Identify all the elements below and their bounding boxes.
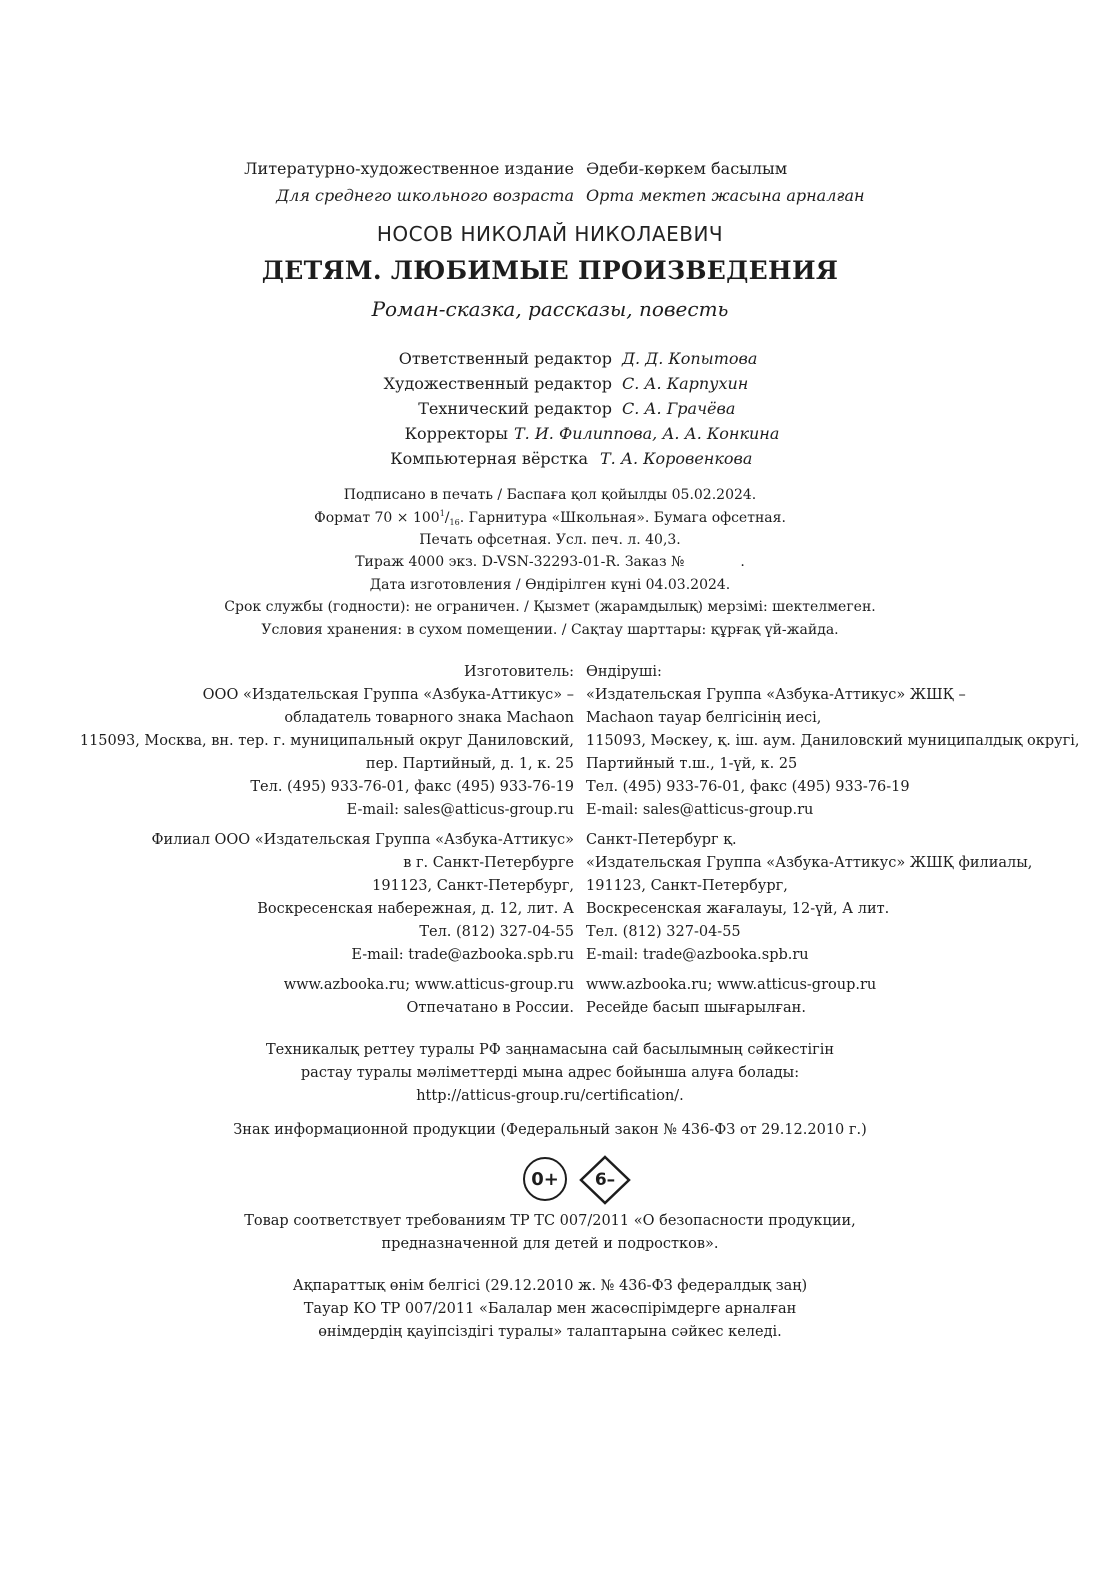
print-format — [0, 509, 1100, 527]
manufacturer-right: 115093, Мәскеу, қ. іш. аум. Даниловский муниципалдық округі, — [586, 733, 1080, 749]
print-printing: Печать офсетная. Усл. печ. л. 40,3. — [419, 532, 681, 548]
branch-row — [0, 947, 1100, 971]
author-name: НОСОВ НИКОЛАЙ НИКОЛАЕВИЧ — [376, 222, 724, 246]
age-rating-badges — [523, 1157, 633, 1205]
info-sign-text: Знак информационной продукции (Федеральный закон № 436-ФЗ от 29.12.2010 г.) — [233, 1122, 867, 1138]
editor-row — [0, 449, 1100, 473]
kz-compliance-line: өнімдердің қауіпсіздігі туралы» талаптарына сәйкес келеді. — [318, 1324, 782, 1340]
branch-right: Санкт-Петербург қ. — [586, 832, 737, 848]
manufacturer-right: Өндіруші: — [586, 664, 662, 680]
manufacturer-email-right: E-mail: sales@atticus-group.ru — [586, 802, 814, 818]
branch-row — [0, 878, 1100, 902]
editor-name: Т. А. Коровенкова — [600, 449, 753, 468]
manufacturer-right: Machaon тауар белгісінің иесі, — [586, 710, 822, 726]
manufacturer-left: ООО «Издательская Группа «Азбука-Аттикус» – — [202, 687, 574, 703]
web-left: www.azbooka.ru; www.atticus-group.ru — [283, 977, 574, 993]
header-left-1: Литературно-художественное издание — [244, 159, 574, 178]
print-storage: Условия хранения: в сухом помещении. / Сақтау шарттары: құрғақ үй-жайда. — [261, 622, 839, 638]
age-6-badge — [579, 1155, 631, 1205]
print-circulation — [0, 554, 1100, 570]
editor-name: С. А. Карпухин — [622, 374, 749, 393]
editor-role: Ответственный редактор — [398, 349, 612, 368]
manufacturer-row — [0, 756, 1100, 780]
kz-compliance-line: Тауар КО ТР 007/2011 «Балалар мен жасөспірімдерге арналған — [303, 1301, 797, 1317]
printed-in-left: Отпечатано в России. — [406, 1000, 574, 1016]
manufacturer-row — [0, 710, 1100, 734]
manufacturer-left: пер. Партийный, д. 1, к. 25 — [365, 756, 574, 772]
manufacturer-row — [0, 802, 1100, 826]
branch-left: Тел. (812) 327-04-55 — [419, 924, 574, 940]
branch-left: Воскресенская набережная, д. 12, лит. А — [257, 901, 574, 917]
manufacturer-row — [0, 687, 1100, 711]
editor-name: Д. Д. Копытова — [622, 349, 758, 368]
print-shelf-life: Срок службы (годности): не ограничен. / Қызмет (жарамдылық) мерзімі: шектелмеген. — [224, 599, 876, 615]
manufacturer-row — [0, 779, 1100, 803]
compliance-line: предназначенной для детей и подростков». — [381, 1236, 719, 1252]
manufacturer-right: «Издательская Группа «Азбука-Аттикус» ЖШҚ – — [586, 687, 966, 703]
branch-email-left: E-mail: trade@azbooka.spb.ru — [351, 947, 574, 963]
branch-left: 191123, Санкт-Петербург, — [372, 878, 574, 894]
certification-line: Техникалық реттеу туралы РФ заңнамасына сай басылымның сәйкестігін — [265, 1042, 835, 1058]
format-text: Формат 70 × 100 — [314, 510, 440, 526]
branch-row — [0, 924, 1100, 948]
editor-row — [0, 424, 1100, 448]
manufacturer-right: Тел. (495) 933-76-01, факс (495) 933-76-19 — [586, 779, 910, 795]
editor-row — [0, 349, 1100, 373]
kz-compliance-line: Ақпараттық өнім белгісі (29.12.2010 ж. № 436-ФЗ федералдық заң) — [292, 1278, 808, 1294]
editor-role: Компьютерная вёрстка — [390, 449, 588, 468]
age-0-plus-label: 0+ — [531, 1168, 559, 1190]
format-rest: . Гарнитура «Школьная». Бумага офсетная. — [459, 510, 786, 526]
manufacturer-left: 115093, Москва, вн. тер. г. муниципальный округ Даниловский, — [79, 733, 574, 749]
compliance-line: Товар соответствует требованиям ТР ТС 007/2011 «О безопасности продукции, — [244, 1213, 856, 1229]
branch-right: Тел. (812) 327-04-55 — [586, 924, 741, 940]
header-left-2: Для среднего школьного возраста — [276, 186, 574, 205]
branch-right: 191123, Санкт-Петербург, — [586, 878, 788, 894]
branch-left: в г. Санкт-Петербурге — [403, 855, 574, 871]
manufacturer-left: Изготовитель: — [463, 664, 574, 680]
format-sup: 1 — [439, 509, 445, 518]
circulation-end: . — [740, 554, 745, 570]
branch-email-right: E-mail: trade@azbooka.spb.ru — [586, 947, 809, 963]
branch-row — [0, 855, 1100, 879]
print-made-date: Дата изготовления / Өндірілген күні 04.03.2024. — [369, 577, 731, 593]
book-subtitle: Роман-сказка, рассказы, повесть — [371, 297, 729, 321]
age-6-label: 6– — [594, 1170, 616, 1190]
header-right-2: Орта мектеп жасына арналған — [586, 186, 865, 205]
editor-row — [0, 399, 1100, 423]
editor-row — [0, 374, 1100, 398]
branch-row — [0, 901, 1100, 925]
manufacturer-left: Тел. (495) 933-76-01, факс (495) 933-76-19 — [250, 779, 574, 795]
editor-role: Технический редактор — [418, 399, 612, 418]
editor-role: Корректоры — [404, 424, 508, 443]
format-slash: / — [444, 510, 450, 526]
format-sub: 16 — [449, 518, 460, 527]
manufacturer-right: Партийный т.ш., 1-үй, к. 25 — [586, 756, 798, 772]
branch-row — [0, 832, 1100, 856]
branch-left: Филиал ООО «Издательская Группа «Азбука-Аттикус» — [151, 832, 574, 848]
print-signed: Подписано в печать / Баспаға қол қойылды 05.02.2024. — [343, 487, 757, 503]
manufacturer-row — [0, 733, 1100, 757]
manufacturer-row — [0, 664, 1100, 688]
editor-role: Художественный редактор — [383, 374, 612, 393]
editor-name: С. А. Грачёва — [622, 399, 736, 418]
header-right-1: Әдеби-көркем басылым — [586, 159, 788, 178]
header-row-1 — [0, 159, 1100, 183]
editor-name: Т. И. Филиппова, А. А. Конкина — [514, 424, 780, 443]
circulation-text: Тираж 4000 экз. D-VSN-32293-01-R. Заказ № — [355, 554, 685, 570]
header-row-2 — [0, 186, 1100, 210]
web-right: www.azbooka.ru; www.atticus-group.ru — [586, 977, 877, 993]
web-row — [0, 977, 1100, 1001]
branch-right: «Издательская Группа «Азбука-Аттикус» ЖШҚ филиалы, — [586, 855, 1033, 871]
certification-url: http://atticus-group.ru/certification/. — [416, 1088, 684, 1104]
printed-in-row — [0, 1000, 1100, 1024]
book-title: ДЕТЯМ. ЛЮБИМЫЕ ПРОИЗВЕДЕНИЯ — [261, 256, 839, 285]
manufacturer-email-left: E-mail: sales@atticus-group.ru — [346, 802, 574, 818]
age-0-plus-badge — [523, 1157, 567, 1201]
certification-line: растау туралы мәліметтерді мына адрес бойынша алуға болады: — [300, 1065, 800, 1081]
printed-in-right: Ресейде басып шығарылған. — [586, 1000, 806, 1016]
branch-right: Воскресенская жағалауы, 12-үй, А лит. — [586, 901, 890, 917]
manufacturer-left: обладатель товарного знака Machaon — [284, 710, 574, 726]
